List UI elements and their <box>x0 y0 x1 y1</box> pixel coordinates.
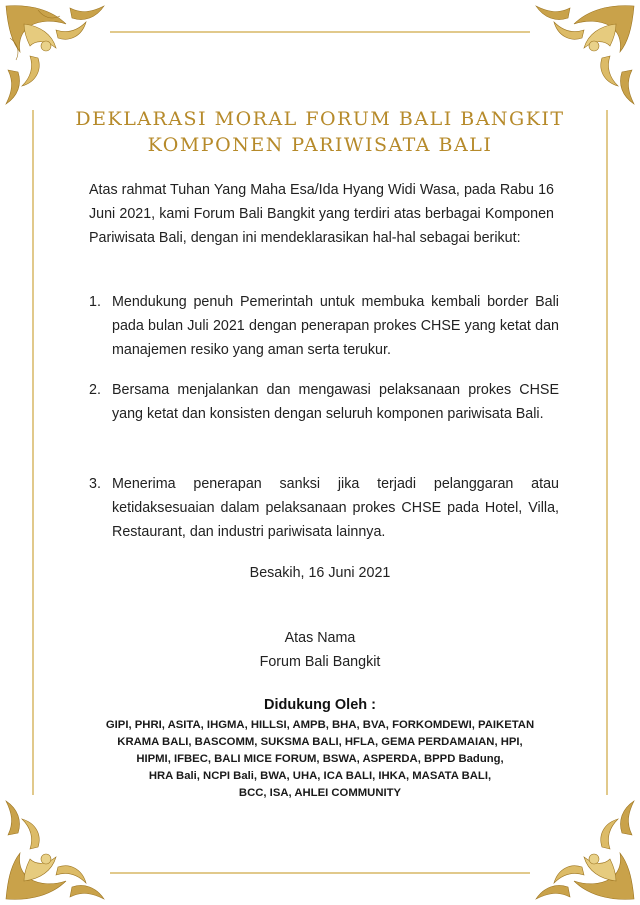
supporters-line: HIPMI, IFBEC, BALI MICE FORUM, BSWA, ASPERDA, BPPD Badung, <box>136 753 504 765</box>
corner-ornament-icon <box>0 793 112 905</box>
supporters-line: BCC, ISA, AHLEI COMMUNITY <box>238 787 402 799</box>
corner-ornament-icon <box>528 0 640 112</box>
corner-ornament-icon <box>528 793 640 905</box>
supported-by-heading: Didukung Oleh : <box>264 697 376 713</box>
page-title: DEKLARASI MORAL FORUM BALI BANGKIT <box>75 108 565 130</box>
on-behalf-label: Atas Nama <box>284 630 356 646</box>
list-item-text: Bersama menjalankan dan mengawasi pelaksanaan prokes CHSE yang ketat dan konsisten dengan seluruh komponen pariwisata Bali. <box>112 382 559 422</box>
place-date: Besakih, 16 Juni 2021 <box>249 565 391 581</box>
list-item <box>89 290 559 362</box>
supporters-line: GIPI, PHRI, ASITA, IHGMA, HILLSI, AMPB, BHA, BVA, FORKOMDEWI, PAIKETAN <box>105 719 535 731</box>
organization-name: Forum Bali Bangkit <box>259 654 381 670</box>
list-number: 2. <box>89 382 101 398</box>
page-subtitle: KOMPONEN PARIWISATA BALI <box>147 134 493 156</box>
list-item-text: Mendukung penuh Pemerintah untuk membuka kembali border Bali pada bulan Juli 2021 dengan penerapan prokes CHSE yang ketat dan manajemen resiko yang aman serta terukur. <box>112 294 559 358</box>
list-number: 3. <box>89 476 101 492</box>
corner-ornament-icon <box>0 0 112 112</box>
supporters-line: HRA Bali, NCPI Bali, BWA, UHA, ICA BALI, IHKA, MASATA BALI, <box>148 770 492 782</box>
supporters-line: KRAMA BALI, BASCOMM, SUKSMA BALI, HFLA, GEMA PERDAMAIAN, HPI, <box>117 736 523 748</box>
list-item-text: Menerima penerapan sanksi jika terjadi pelanggaran atau ketidaksesuaian dalam pelaksanaan prokes CHSE pada Hotel, Villa, Restaurant, dan industri pariwisata lainnya. <box>112 476 559 540</box>
list-number: 1. <box>89 294 101 310</box>
intro-paragraph: Atas rahmat Tuhan Yang Maha Esa/Ida Hyang Widi Wasa, pada Rabu 16 Juni 2021, kami Forum Bali Bangkit yang terdiri atas berbagai Komponen Pariwisata Bali, dengan ini mendeklarasikan hal-hal sebagai berikut: <box>89 182 554 246</box>
list-item <box>89 472 559 544</box>
supporters-list <box>60 717 580 802</box>
list-item <box>89 378 559 426</box>
